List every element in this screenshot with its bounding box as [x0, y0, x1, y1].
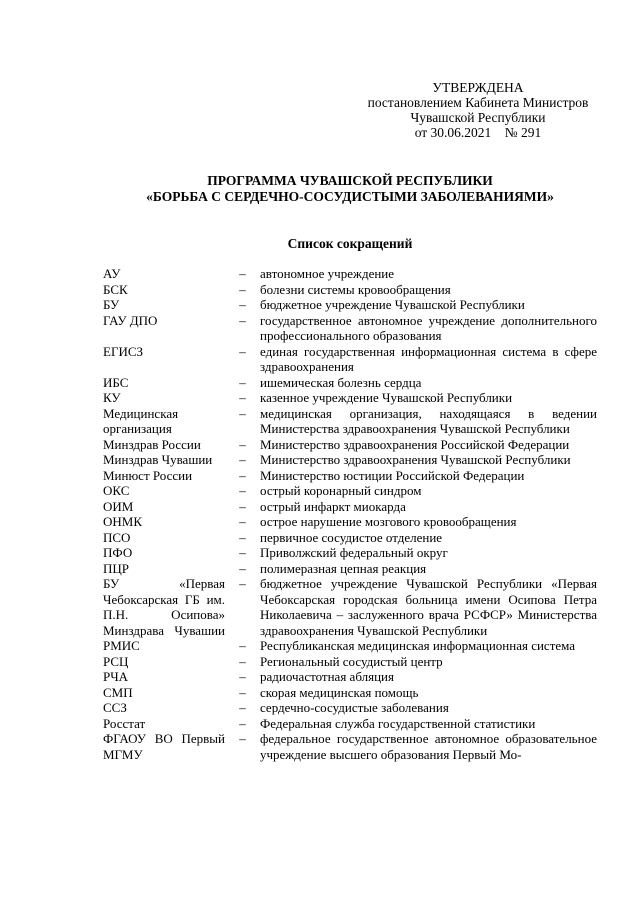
- abbreviation-definition: казенное учреждение Чувашской Республики: [260, 390, 513, 405]
- abbreviation-term: АУ: [103, 266, 121, 281]
- abbreviation-term: БУ: [103, 297, 120, 312]
- abbreviation-dash: –: [239, 638, 246, 653]
- abbreviation-row: [103, 731, 597, 762]
- abbreviation-definition: полимеразная цепная реакция: [260, 560, 427, 576]
- abbreviation-definition: федеральное государственное автономное образовательное учреждение высшего образования Первый Мо-: [260, 731, 597, 762]
- abbreviation-term: ГАУ ДПО: [103, 312, 158, 328]
- abbreviation-dash: –: [239, 731, 246, 746]
- abbreviation-dash: –: [239, 374, 246, 390]
- abbreviation-row: [103, 297, 597, 313]
- abbreviation-term: Медицинская организация: [103, 405, 179, 436]
- abbreviation-dash: –: [239, 452, 246, 467]
- abbreviation-dash: –: [239, 700, 246, 715]
- abbreviation-term: ПСО: [103, 529, 131, 545]
- abbreviation-row: [103, 514, 597, 530]
- program-title-line: «БОРЬБА С СЕРДЕЧНО-СОСУДИСТЫМИ ЗАБОЛЕВАНИЯМИ»: [146, 189, 554, 204]
- abbreviation-dash: –: [239, 390, 246, 405]
- abbreviation-definition: единая государственная информационная система в сфере здравоохранения: [260, 343, 597, 374]
- abbreviation-definition: Министерство здравоохранения Чувашской Республики: [260, 452, 571, 467]
- abbreviation-dash: –: [239, 483, 246, 498]
- abbreviation-dash: –: [239, 343, 246, 359]
- approval-line: Чувашской Республики: [410, 110, 546, 125]
- abbreviation-term: Росстат: [103, 715, 146, 731]
- abbreviation-dash: –: [239, 684, 246, 700]
- abbreviation-dash: –: [239, 514, 246, 529]
- abbreviation-row: [103, 468, 597, 484]
- abbreviation-dash: –: [239, 312, 246, 328]
- abbreviation-row: [103, 483, 597, 499]
- abbreviation-definition: Федеральная служба государственной статистики: [260, 715, 536, 731]
- abbreviation-dash: –: [239, 266, 246, 281]
- abbreviation-term: ИБС: [103, 374, 129, 390]
- abbreviation-definition: Министерство здравоохранения Российской Федерации: [260, 436, 570, 452]
- abbreviation-definition: болезни системы кровообращения: [260, 281, 451, 297]
- abbreviation-dash: –: [239, 467, 246, 483]
- abbreviation-term: ПФО: [103, 545, 133, 560]
- abbreviation-term: БУ «Первая Чебоксарская ГБ им. П.Н. Осипова» Минздрава Чувашии: [103, 576, 225, 638]
- abbreviation-dash: –: [239, 281, 246, 297]
- abbreviation-row: [103, 576, 597, 638]
- abbreviation-term: ЕГИСЗ: [103, 343, 144, 359]
- abbreviation-definition: скорая медицинская помощь: [260, 684, 419, 700]
- abbreviation-definition: ишемическая болезнь сердца: [260, 374, 422, 390]
- approval-heading: УТВЕРЖДЕНА: [432, 80, 524, 95]
- abbreviation-definition: Приволжский федеральный округ: [260, 545, 448, 560]
- program-title-line: ПРОГРАММА ЧУВАШСКОЙ РЕСПУБЛИКИ: [207, 173, 493, 188]
- abbreviation-row: [103, 452, 597, 468]
- abbreviation-dash: –: [239, 669, 246, 684]
- abbreviation-term: ФГАОУ ВО Первый МГМУ: [103, 731, 225, 762]
- approval-line: постановлением Кабинета Министров: [367, 95, 589, 110]
- abbreviation-dash: –: [239, 576, 246, 591]
- abbreviation-row: [103, 716, 597, 732]
- abbreviation-row: [103, 406, 597, 437]
- abbreviation-definition: бюджетное учреждение Чувашской Республики «Первая Чебоксарская городская больница имени Осипова Петра Николаевича – заслуженного врача РСФСР» Министерства здравоохранения Чувашской Республики: [260, 576, 597, 638]
- abbreviations-table: [103, 266, 597, 762]
- abbreviation-row: [103, 390, 597, 406]
- abbreviation-term: ССЗ: [103, 700, 127, 715]
- abbreviation-term: ОКС: [103, 483, 130, 498]
- abbreviation-dash: –: [239, 436, 246, 452]
- abbreviation-row: [103, 685, 597, 701]
- abbreviation-definition: бюджетное учреждение Чувашской Республики: [260, 297, 525, 312]
- abbreviation-term: БСК: [103, 281, 128, 297]
- abbreviation-definition: Министерство юстиции Российской Федерации: [260, 467, 525, 483]
- abbreviation-row: [103, 654, 597, 670]
- abbreviation-term: РСЦ: [103, 653, 129, 669]
- abbreviation-definition: острое нарушение мозгового кровообращения: [260, 514, 517, 529]
- abbreviation-row: [103, 282, 597, 298]
- abbreviation-row: [103, 437, 597, 453]
- abbreviation-term: Минюст России: [103, 467, 193, 483]
- approval-stamp: [340, 80, 616, 140]
- abbreviation-term: ОНМК: [103, 514, 143, 529]
- abbreviation-term: Минздрав России: [103, 436, 201, 452]
- program-title: [60, 173, 640, 205]
- abbreviation-term: КУ: [103, 390, 121, 405]
- abbreviation-definition: острый инфаркт миокарда: [260, 498, 406, 514]
- abbreviation-term: ПЦР: [103, 560, 130, 576]
- abbreviation-row: [103, 313, 597, 344]
- abbreviation-dash: –: [239, 560, 246, 576]
- abbreviation-dash: –: [239, 545, 246, 560]
- abbreviation-definition: автономное учреждение: [260, 266, 395, 281]
- abbreviation-row: [103, 545, 597, 561]
- abbreviation-term: РМИС: [103, 638, 140, 653]
- abbreviation-row: [103, 266, 597, 282]
- abbreviation-definition: острый коронарный синдром: [260, 483, 422, 498]
- approval-date: от 30.06.2021 № 291: [414, 125, 542, 140]
- abbreviation-dash: –: [239, 498, 246, 514]
- abbreviation-term: РЧА: [103, 669, 129, 684]
- abbreviation-definition: первичное сосудистое отделение: [260, 529, 443, 545]
- abbreviation-row: [103, 530, 597, 546]
- abbreviation-term: СМП: [103, 684, 133, 700]
- abbreviation-definition: медицинская организация, находящаяся в ведении Министерства здравоохранения Чувашской Республики: [260, 405, 597, 436]
- abbreviation-dash: –: [239, 405, 246, 421]
- abbreviation-dash: –: [239, 297, 246, 312]
- abbreviation-dash: –: [239, 529, 246, 545]
- abbreviation-row: [103, 375, 597, 391]
- abbreviation-dash: –: [239, 653, 246, 669]
- abbreviation-row: [103, 499, 597, 515]
- abbreviation-definition: сердечно-сосудистые заболевания: [260, 700, 449, 715]
- abbreviation-definition: радиочастотная абляция: [260, 669, 394, 684]
- abbreviations-body: [103, 266, 597, 762]
- abbreviation-row: [103, 669, 597, 685]
- abbreviation-definition: Региональный сосудистый центр: [260, 653, 443, 669]
- abbreviation-term: Минздрав Чувашии: [103, 452, 213, 467]
- abbreviation-row: [103, 638, 597, 654]
- abbreviation-row: [103, 700, 597, 716]
- abbreviation-definition: Республиканская медицинская информационная система: [260, 638, 576, 653]
- abbreviation-dash: –: [239, 715, 246, 731]
- section-title: Список сокращений: [287, 236, 413, 251]
- abbreviation-row: [103, 344, 597, 375]
- abbreviation-row: [103, 561, 597, 577]
- abbreviation-definition: государственное автономное учреждение дополнительного профессионального образования: [260, 312, 597, 343]
- abbreviation-term: ОИМ: [103, 498, 134, 514]
